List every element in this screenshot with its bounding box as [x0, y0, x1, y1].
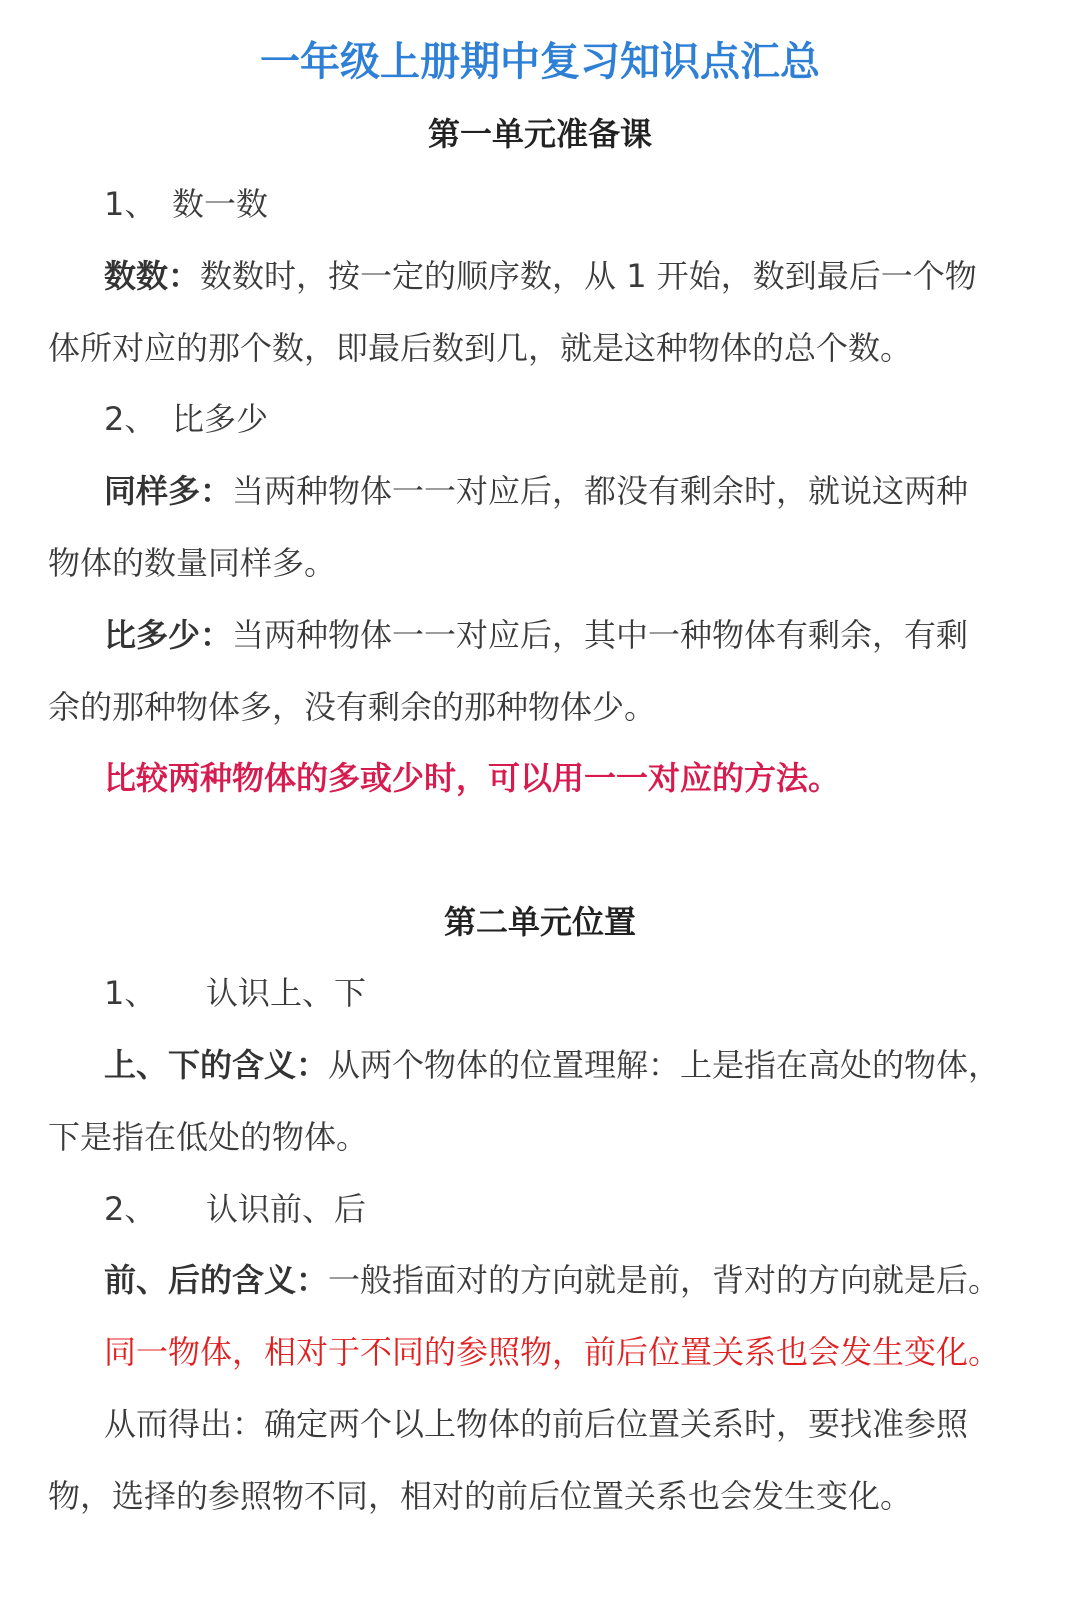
updown-line1 — [48, 1043, 1080, 1087]
compare-text-1: 当两种物体一一对应后，其中一种物体有剩余，有剩 — [232, 616, 969, 654]
conclusion-line2: 物，选择的参照物不同，相对的前后位置关系也会发生变化。 — [48, 1477, 913, 1515]
counting-text-1: 数数时，按一定的顺序数，从 1 开始，数到最后一个物 — [200, 257, 977, 295]
page-title: 一年级上册期中复习知识点汇总 — [260, 39, 820, 85]
frontback-text-1: 一般指面对的方向就是前，背对的方向就是后。 — [328, 1261, 1001, 1299]
same-line2: 物体的数量同样多。 — [48, 544, 337, 582]
frontback-line1 — [48, 1258, 1080, 1302]
counting-line2: 体所对应的那个数，即最后数到几，就是这种物体的总个数。 — [48, 329, 913, 367]
item-label: 数一数 — [172, 185, 269, 223]
unit2-heading: 第二单元位置 — [443, 903, 636, 941]
updown-term: 上、下的含义： — [104, 1046, 329, 1084]
unit1-heading: 第一单元准备课 — [427, 115, 652, 153]
item-number: 2、 — [104, 1190, 157, 1228]
item-label: 比多少 — [172, 400, 269, 438]
item-number: 2、 — [104, 400, 157, 438]
item-number: 1、 — [104, 974, 157, 1012]
same-line1 — [48, 469, 1080, 513]
unit2-note: 同一物体，相对于不同的参照物，前后位置关系也会发生变化。 — [104, 1333, 1001, 1371]
conclusion-line1: 从而得出：确定两个以上物体的前后位置关系时，要找准参照 — [104, 1405, 969, 1443]
unit1-tip: 比较两种物体的多或少时，可以用一一对应的方法。 — [104, 759, 841, 797]
updown-line2: 下是指在低处的物体。 — [48, 1118, 369, 1156]
compare-line2: 余的那种物体多，没有剩余的那种物体少。 — [48, 688, 657, 726]
item-number: 1、 — [104, 185, 157, 223]
item-label: 认识上、下 — [206, 974, 367, 1012]
counting-line1 — [48, 254, 1080, 298]
same-text-1: 当两种物体一一对应后，都没有剩余时，就说这两种 — [232, 472, 969, 510]
compare-term: 比多少： — [104, 616, 233, 654]
same-term: 同样多： — [104, 472, 233, 510]
counting-term: 数数： — [104, 257, 201, 295]
item-label: 认识前、后 — [206, 1190, 367, 1228]
updown-text-1: 从两个物体的位置理解：上是指在高处的物体， — [328, 1046, 1001, 1084]
frontback-term: 前、后的含义： — [104, 1261, 329, 1299]
compare-line1 — [48, 613, 1080, 657]
